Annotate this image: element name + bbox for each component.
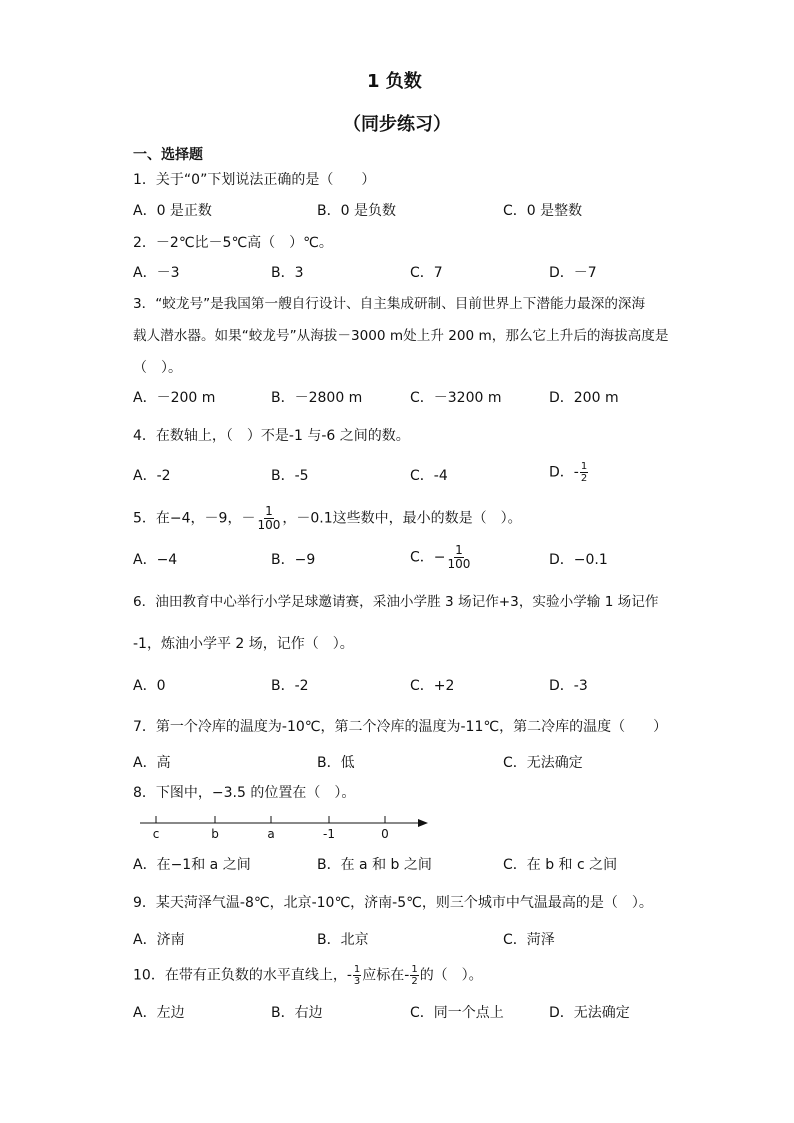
q1-option-c[interactable]: C．0 是整数 <box>503 203 583 219</box>
question-1: 1．关于“0”下划说法正确的是（ ） <box>133 172 376 188</box>
q5-option-a[interactable]: A．−4 <box>133 552 178 568</box>
q4-option-a[interactable]: A．-2 <box>133 468 171 484</box>
q2-option-d[interactable]: D．－7 <box>549 265 597 281</box>
question-10-fraction-1 <box>353 964 361 987</box>
page-subtitle: （同步练习） <box>343 114 451 135</box>
fraction-denominator: 2 <box>580 473 588 484</box>
q3-option-b[interactable]: B．－2800 m <box>271 390 363 406</box>
number-line-label: c <box>152 827 160 841</box>
question-5-text-a: 5．在−4，－9，－ <box>133 510 256 527</box>
q7-option-b[interactable]: B．低 <box>317 755 355 771</box>
section-heading: 一、选择题 <box>133 147 203 163</box>
number-line-label: -1 <box>323 827 335 841</box>
fraction-denominator: 3 <box>353 976 361 987</box>
q8-option-c[interactable]: C．在 b 和 c 之间 <box>503 857 618 873</box>
q4-option-d-label: D．- <box>549 464 579 481</box>
question-10-text-b: 应标在- <box>362 967 410 984</box>
question-10-text-a: 10．在带有正负数的水平直线上，- <box>133 967 352 984</box>
q6-option-d[interactable]: D．-3 <box>549 678 588 694</box>
fraction-numerator: 1 <box>353 964 361 975</box>
question-10-text-c: 的（ ）。 <box>419 967 483 984</box>
fraction-denominator: 100 <box>447 557 471 572</box>
q5-option-c-fraction <box>447 544 472 571</box>
question-3-line-2: 载人潜水器。如果“蛟龙号”从海拔－3000 m处上升 200 m，那么它上升后的海拔高度是 <box>133 328 669 344</box>
q10-option-b[interactable]: B．右边 <box>271 1005 323 1021</box>
q9-option-c[interactable]: C．菏泽 <box>503 932 555 948</box>
q8-option-b[interactable]: B．在 a 和 b 之间 <box>317 857 432 873</box>
q1-option-a[interactable]: A．0 是正数 <box>133 203 212 219</box>
q7-option-c[interactable]: C．无法确定 <box>503 755 583 771</box>
fraction-numerator: 1 <box>411 964 418 975</box>
question-8: 8．下图中，−3.5 的位置在（ ）。 <box>133 785 356 801</box>
question-4: 4．在数轴上，（ ）不是-1 与-6 之间的数。 <box>133 428 410 444</box>
fraction-denominator: 2 <box>411 976 418 987</box>
number-line <box>136 813 436 853</box>
q1-option-b[interactable]: B．0 是负数 <box>317 203 396 219</box>
q4-option-b[interactable]: B．-5 <box>271 468 309 484</box>
q4-option-c[interactable]: C．-4 <box>410 468 448 484</box>
q3-option-d[interactable]: D．200 m <box>549 390 619 406</box>
question-3-line-3: （ ）。 <box>133 360 182 376</box>
q9-option-a[interactable]: A．济南 <box>133 932 185 948</box>
number-line-label: 0 <box>381 827 389 841</box>
q2-option-b[interactable]: B．3 <box>271 265 304 281</box>
q5-option-d[interactable]: D．−0.1 <box>549 552 608 568</box>
q5-option-b[interactable]: B．−9 <box>271 552 316 568</box>
q5-option-c-label: C．− <box>410 549 446 566</box>
q3-option-c[interactable]: C．－3200 m <box>410 390 502 406</box>
question-10 <box>133 964 483 987</box>
question-5-fraction <box>256 505 281 532</box>
q10-option-c[interactable]: C．同一个点上 <box>410 1005 504 1021</box>
question-5 <box>133 505 522 532</box>
number-line-label: b <box>211 827 219 841</box>
question-6-line-1: 6．油田教育中心举行小学足球邀请赛，采油小学胜 3 场记作+3，实验小学输 1 场记作 <box>133 594 659 610</box>
q10-option-d[interactable]: D．无法确定 <box>549 1005 630 1021</box>
question-6-line-2: -1，炼油小学平 2 场，记作（ ）。 <box>133 636 354 652</box>
fraction-numerator: 1 <box>265 504 273 518</box>
q6-option-c[interactable]: C．+2 <box>410 678 455 694</box>
question-9: 9．某天菏泽气温-8℃，北京-10℃，济南-5℃，则三个城市中气温最高的是（ ）。 <box>133 895 653 911</box>
fraction-numerator: 1 <box>455 543 463 557</box>
q3-option-a[interactable]: A．－200 m <box>133 390 216 406</box>
q6-option-b[interactable]: B．-2 <box>271 678 309 694</box>
question-2: 2．－2℃比－5℃高（ ）℃。 <box>133 235 333 251</box>
q8-option-a[interactable]: A．在−1和 a 之间 <box>133 857 251 873</box>
q10-option-a[interactable]: A．左边 <box>133 1005 185 1021</box>
fraction-numerator: 1 <box>580 461 588 472</box>
question-3-line-1: 3．“蛟龙号”是我国第一艘自行设计、自主集成研制、目前世界上下潜能力最深的深海 <box>133 296 646 312</box>
question-7: 7．第一个冷库的温度为-10℃，第二个冷库的温度为-11℃，第二冷库的温度（ ） <box>133 719 668 735</box>
q4-option-d-fraction <box>580 461 588 484</box>
number-line-label: a <box>267 827 275 841</box>
q6-option-a[interactable]: A．0 <box>133 678 166 694</box>
page-title: 1 负数 <box>367 71 422 92</box>
question-10-fraction-2 <box>410 964 418 987</box>
question-5-text-b: ，－0.1这些数中，最小的数是（ ）。 <box>282 510 522 527</box>
q2-option-c[interactable]: C．7 <box>410 265 443 281</box>
q4-option-d[interactable] <box>549 461 589 484</box>
q5-option-c[interactable] <box>410 544 472 571</box>
fraction-denominator: 100 <box>257 518 281 533</box>
q7-option-a[interactable]: A．高 <box>133 755 171 771</box>
q9-option-b[interactable]: B．北京 <box>317 932 369 948</box>
q2-option-a[interactable]: A．－3 <box>133 265 180 281</box>
